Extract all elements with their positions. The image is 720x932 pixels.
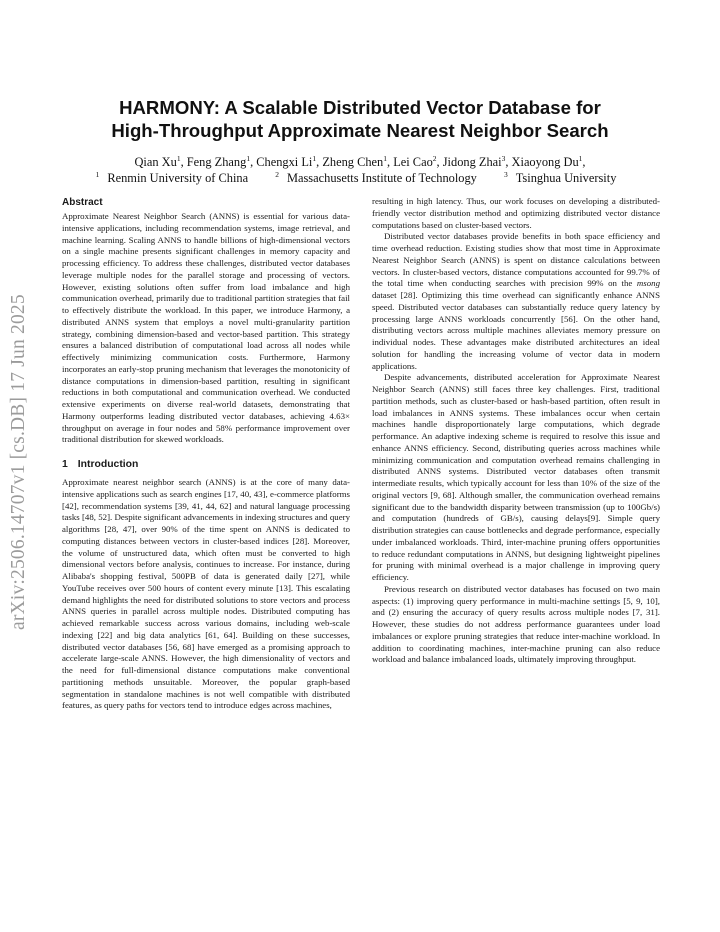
section-heading <box>62 458 350 471</box>
abstract-text: Approximate Nearest Neighbor Search (ANNS) is essential for various data-intensive applications, including recommendation systems, image retrieval, and machine learning. Scaling ANNS to handle billions of high-dimensional vectors on a single machine presents significant challenges in memory capacity and processing efficiency. To address these challenges, distributed vector databases leverage multiple nodes for the parallel storage and processing of vectors. However, existing solutions often suffer from load imbalance and high communication overhead, primarily due to traditional partition strategies that fail to effectively distribute the workload. In this paper, we introduce Harmony, a distributed ANNS system that employs a novel multi-granularity partition strategy, combining dimension-based and vector-based partition. This strategy ensures a balanced distribution of computational load across all nodes while effectively minimizing communication costs. Furthermore, Harmony incorporates an early-stop pruning mechanism that leverages the monotonicity of distance computations in dimension-based partition, resulting in significant reductions in both computational and communication overhead. We conducted extensive experiments on diverse real-world datasets, demonstrating that Harmony outperforms leading distributed vector databases, achieving 4.63× throughput on average in four nodes and 58% performance improvement over traditional distribution for skewed workloads. <box>62 211 350 445</box>
author: Jidong Zhai$^3$, <box>442 153 512 169</box>
left-column <box>62 196 350 712</box>
title-line-1: HARMONY: A Scalable Distributed Vector Database for <box>119 97 601 118</box>
author: Lei Cao$^2$, <box>393 153 443 169</box>
arxiv-side-stamp: arXiv:2506.14707v1 [cs.DB] 17 Jun 2025 <box>8 294 29 630</box>
affiliation: $^3$ Tsinghua University <box>503 169 617 185</box>
section-title: Introduction <box>77 459 139 470</box>
section-number: 1 <box>62 459 68 470</box>
right-column <box>372 196 660 666</box>
paper-title <box>60 96 660 142</box>
author: Xiaoyong Du$^1$, <box>511 153 586 169</box>
affiliation: $^2$ Massachusetts Institute of Technology <box>275 169 477 185</box>
intro-paragraph-3: Despite advancements, distributed acceleration for Approximate Nearest Neighbor Search (ANNS) still faces three key challenges. First, traditional partition methods, such as cluster-based or hash-based partition, often result in load imbalances in ANNS systems. These imbalances occur when certain machines handle disproportionately large computations, which degrade performance. An adaptive indexing scheme is required to resolve this issue and enhance ANNS efficiency. Second, distributing queries across machines while minimizing communication and computation overhead remains challenging in distributed ANNS systems. Distributed vector databases often transmit intermediate results, which typically account for less than 10% of the size of the original vectors [9, 68]. Although smaller, the communication overhead remains significant due to the bandwidth disparity between transmission (up to 100Gb/s) and computation (hundreds of GB/s), causing delays[9]. Simple query distribution strategies can cause bottlenecks and degrade performance, especially under imbalanced workloads. Third, inter-machine pruning offers opportunities to reduce redundant computations in ANNS, but designing lightweight pipelines for pruning with minimal overhead is a major challenge in improving query efficiency. <box>372 372 660 582</box>
intro-paragraph-4: Previous research on distributed vector databases has focused on two main aspects: (1) improving query performance in multi-machine settings [5, 9, 10], and (2) ensuring the accuracy of query results across multiple nodes [7, 31]. However, these studies do not address performance guarantees under load imbalances or explore pruning strategies that reduce inter-machine workload. In addition to coordinating machines, inter-machine pruning can also reduce workload and balance imbalanced loads, ultimately improving throughput. <box>372 583 660 665</box>
author: Feng Zhang$^1$, <box>186 153 257 169</box>
intro-paragraph-continued: resulting in high latency. Thus, our work focuses on developing a distributed-friendly vector distribution method and optimizing distributed vector distance computations based on cluster-based vectors. <box>372 196 660 230</box>
intro-paragraph-1: Approximate nearest neighbor search (ANNS) is at the core of many data-intensive applications such as search engines [17, 40, 43], e-commerce platforms [42], recommendation systems [39, 41, 44, 62] and natural language processing tasks [48, 52]. Despite significant advancements in indexing structures and query algorithms [28, 47], over 90% of the time spent on ANNS is dedicated to computing distances between vectors in cluster-based indices [28]. Moreover, the volume of unstructured data, which often must be converted to high dimensional vectors before analysis, continues to increase. For instance, during Alibaba's shopping festival, 500PB of data is generated daily [27], while YouTube receives over 500 hours of content every minute [13]. This escalating demand highlights the need for distributed solutions to store vectors and process ANNS queries in parallel across multiple nodes. Distributed computing has achieved remarkable success across various domains, including web-scale indexing [22] and big data analytics [61, 64]. Building on these successes, distributed vector databases [56, 68] have emerged as a promising approach to accelerate large-scale ANNS. However, the high dimensionality of vectors and the need for full-dimensional distance computations make conventional partitioning methods unsuitable. Moreover, the popular graph-based segmentation in standalone machines is not well compatible with distributed features, as query paths for vectors tend to introduce edges across machines, <box>62 477 350 711</box>
abstract-heading: Abstract <box>62 197 103 208</box>
author: Chengxi Li$^1$, <box>256 153 323 169</box>
author-list <box>60 154 660 170</box>
intro-paragraph-2: Distributed vector databases provide benefits in both space efficiency and time overhead reduction. Existing studies show that most time in Approximate Nearest Neighbor Search (ANNS) is spent on distance calculations between vectors. In cluster-based vectors, distance computations accounted for 99.7% of the total time when conducting searches with precision 99% on the msong dataset [28]. Optimizing this time overhead can significantly enhance ANNS speed. Distributed vector databases can substantially reduce query latency by processing large ANNS workloads concurrently [56]. On the other hand, distributing vectors across multiple machines alleviates memory pressure on individual nodes. These advantages make distributed architectures an ideal solution for handling the increasing volume of vector data in modern applications. <box>372 231 660 371</box>
affiliation: $^1$ Renmin University of China <box>95 169 249 185</box>
author: Qian Xu$^1$, <box>134 153 187 169</box>
author: Zheng Chen$^1$, <box>322 153 394 169</box>
affiliation-list <box>60 170 660 186</box>
dataset-name: msong <box>636 278 660 289</box>
title-line-2: High-Throughput Approximate Nearest Neighbor Search <box>111 120 609 141</box>
